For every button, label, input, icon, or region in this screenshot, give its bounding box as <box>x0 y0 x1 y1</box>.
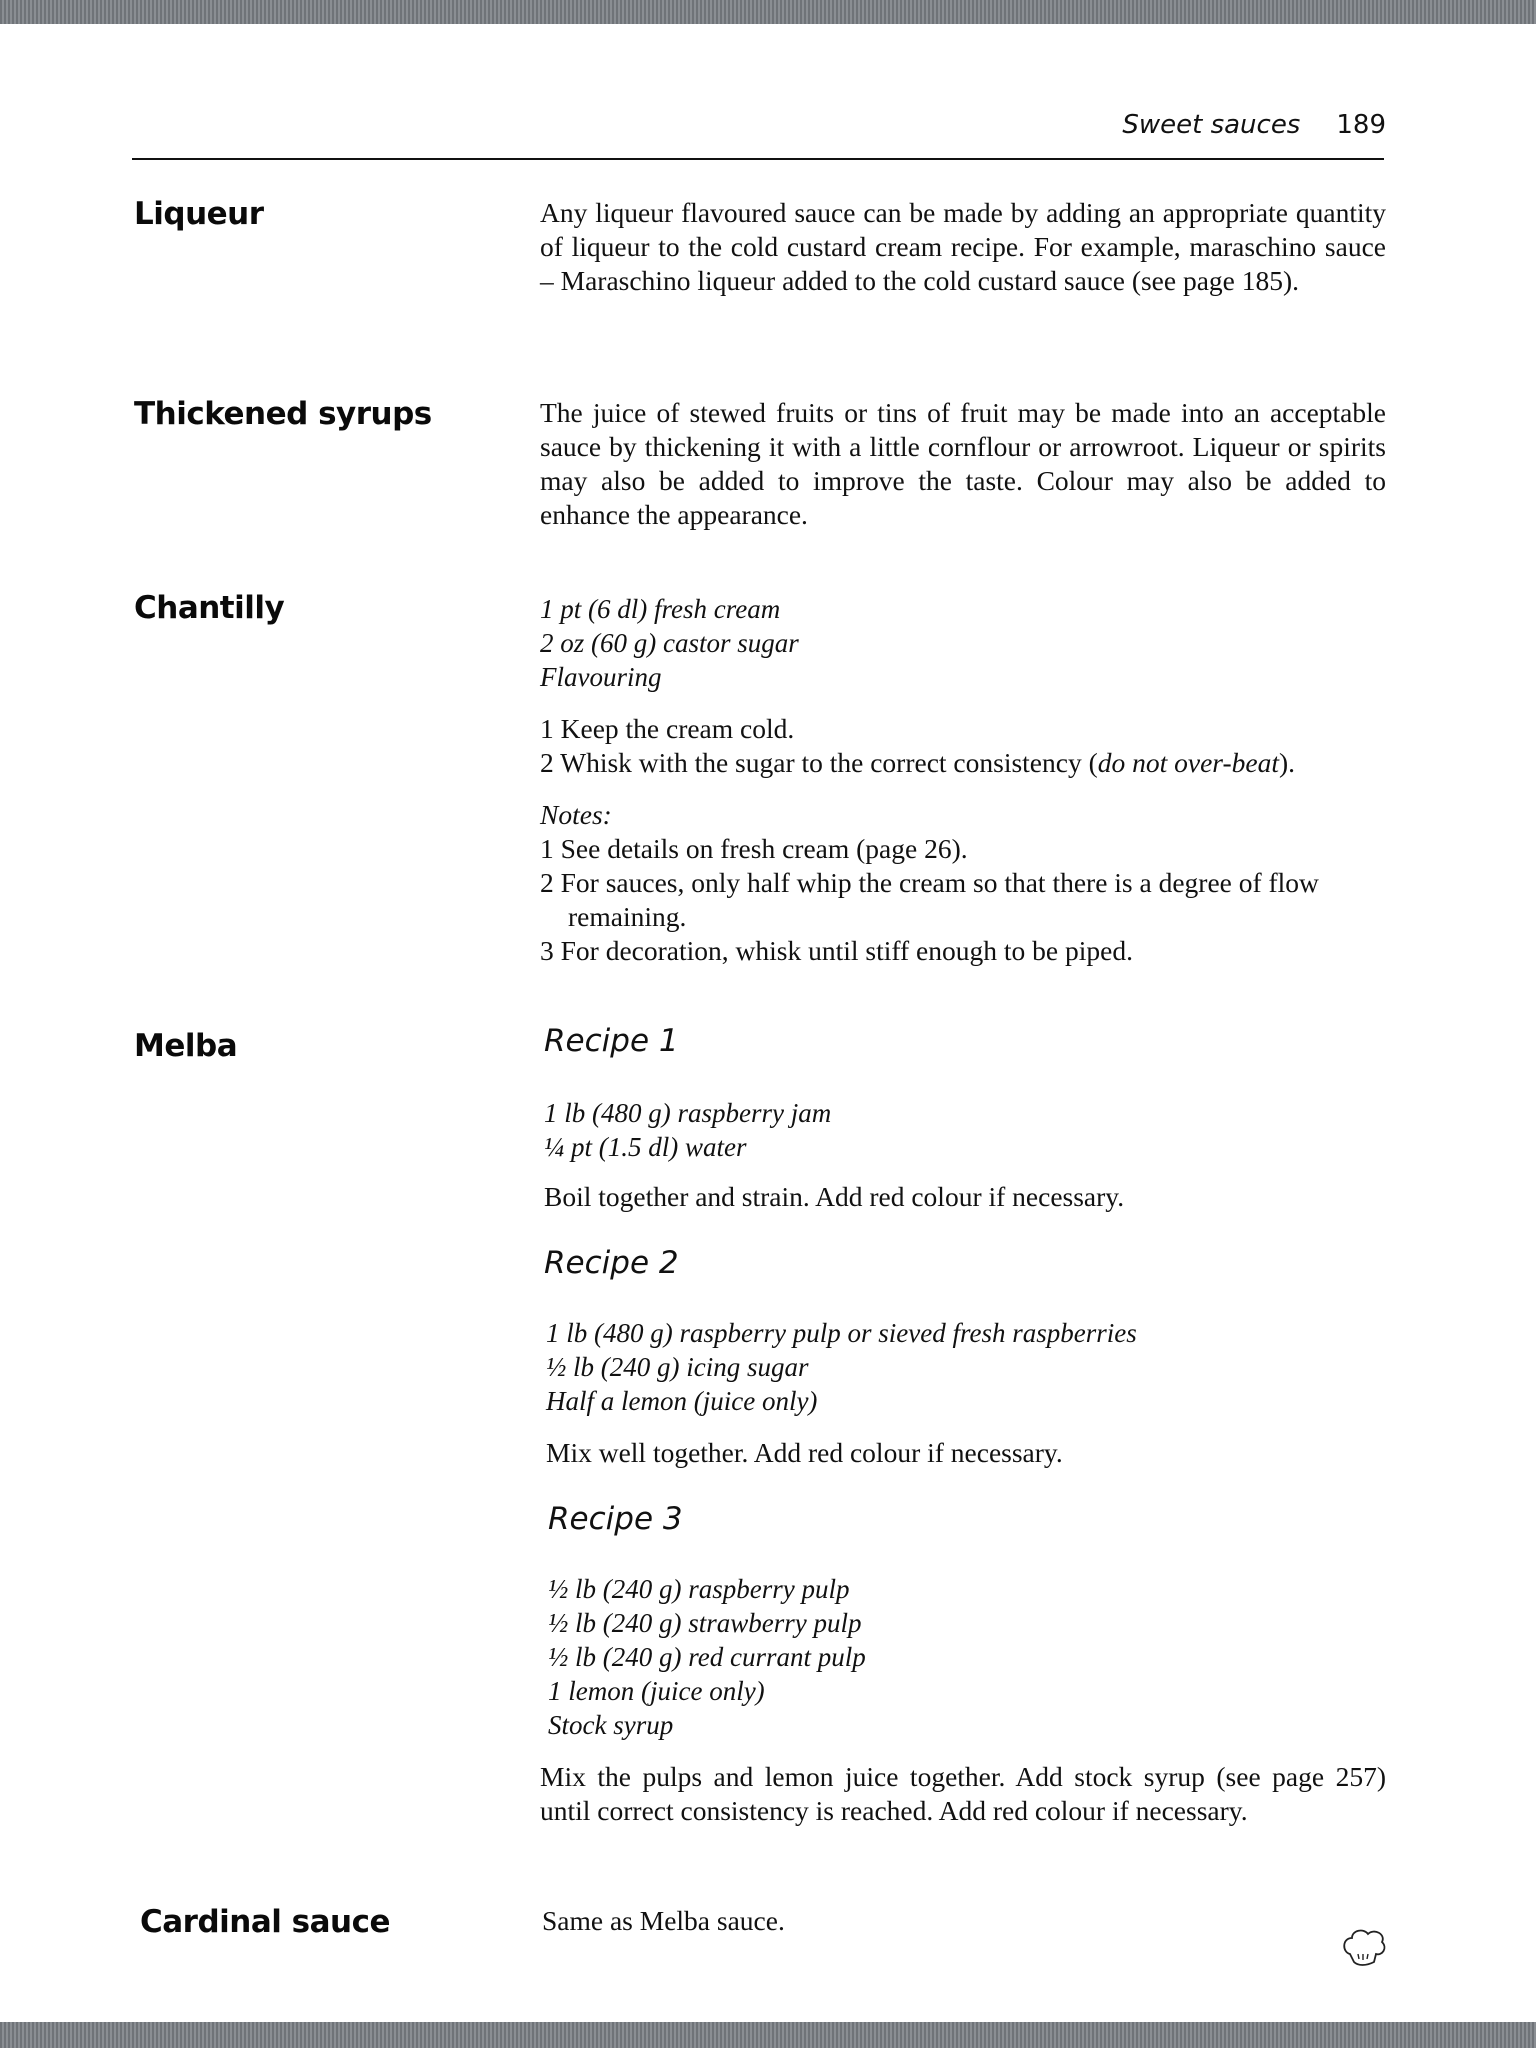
melba-recipe-3-method: Mix the pulps and lemon juice together. Add stock syrup (see page 257) until correct consistency is reached. Add red colour if necessary. <box>540 1761 1386 1826</box>
section-title: Sweet sauces <box>1122 110 1301 140</box>
ingredient-line: 1 lb (480 g) raspberry pulp or sieved fresh raspberries <box>546 1318 1137 1348</box>
melba-recipe-2-method: Mix well together. Add red colour if necessary. <box>546 1437 1063 1468</box>
melba-recipe-2 <box>544 1246 1390 1280</box>
ingredient-line: 1 pt (6 dl) fresh cream <box>540 594 781 624</box>
melba-heading: Melba <box>134 1028 238 1064</box>
ingredient-line: Half a lemon (juice only) <box>546 1386 818 1416</box>
method-step: 1 Keep the cream cold. <box>540 713 795 744</box>
recipe-title: Recipe 3 <box>548 1501 683 1537</box>
thickened-syrups-heading: Thickened syrups <box>134 396 432 432</box>
chef-hat-icon <box>1340 1924 1388 1968</box>
liqueur-text: Any liqueur flavoured sauce can be made by adding an appropriate quantity of liqueur to the cold custard cream recipe. For example, maraschino sauce – Maraschino liqueur added to the cold custard sauce (see page 185). <box>540 197 1386 296</box>
step-text: 2 Whisk with the sugar to the correct consistency ( <box>540 747 1098 778</box>
chantilly-notes <box>540 798 1386 968</box>
melba-recipe-1-ingredients <box>544 1096 1390 1164</box>
step-end: ). <box>1278 747 1296 778</box>
melba-recipe-1-method: Boil together and strain. Add red colour if necessary. <box>544 1181 1125 1212</box>
ingredient-line: ½ lb (240 g) raspberry pulp <box>548 1574 850 1604</box>
note-item: 3 For decoration, whisk until stiff enough to be piped. <box>540 935 1133 966</box>
page-number: 189 <box>1336 110 1386 140</box>
ingredient-line: Stock syrup <box>548 1710 674 1740</box>
note-item: 1 See details on fresh cream (page 26). <box>540 833 968 864</box>
cardinal-sauce-heading: Cardinal sauce <box>140 1904 391 1940</box>
bottom-frame-bar <box>0 2022 1536 2048</box>
ingredient-line: ¼ pt (1.5 dl) water <box>544 1132 747 1162</box>
recipe-title: Recipe 2 <box>544 1245 679 1281</box>
header-rule <box>132 158 1384 160</box>
melba-recipe-3 <box>548 1502 1394 1536</box>
chantilly-ingredients <box>540 592 1386 694</box>
liqueur-heading: Liqueur <box>134 196 264 232</box>
top-frame-bar <box>0 0 1536 24</box>
melba-recipe-3-ingredients <box>548 1572 1394 1742</box>
ingredient-line: 1 lemon (juice only) <box>548 1676 765 1706</box>
method-step <box>540 746 1386 780</box>
ingredient-line: ½ lb (240 g) red currant pulp <box>548 1642 866 1672</box>
running-header <box>130 110 1386 140</box>
recipe-title: Recipe 1 <box>544 1023 679 1059</box>
note-item: 2 For sauces, only half whip the cream so that there is a degree of flow remaining. <box>540 867 1319 932</box>
melba-recipe-2-ingredients <box>546 1316 1392 1418</box>
ingredient-line: ½ lb (240 g) icing sugar <box>546 1352 809 1382</box>
step-emphasis: do not over-beat <box>1097 747 1279 778</box>
ingredient-line: ½ lb (240 g) strawberry pulp <box>548 1608 862 1638</box>
melba-recipe-1 <box>544 1024 1390 1058</box>
ingredient-line: 2 oz (60 g) castor sugar <box>540 628 799 658</box>
thickened-syrups-text: The juice of stewed fruits or tins of fruit may be made into an acceptable sauce by thickening it with a little cornflour or arrowroot. Liqueur or spirits may also be added to improve the taste. Colour may also be added to enhance the appearance. <box>540 397 1386 530</box>
notes-title: Notes: <box>540 799 612 830</box>
chantilly-heading: Chantilly <box>134 590 285 626</box>
cardinal-sauce-text: Same as Melba sauce. <box>542 1905 785 1936</box>
ingredient-line: 1 lb (480 g) raspberry jam <box>544 1098 832 1128</box>
chantilly-method <box>540 712 1386 780</box>
ingredient-line: Flavouring <box>540 662 662 692</box>
